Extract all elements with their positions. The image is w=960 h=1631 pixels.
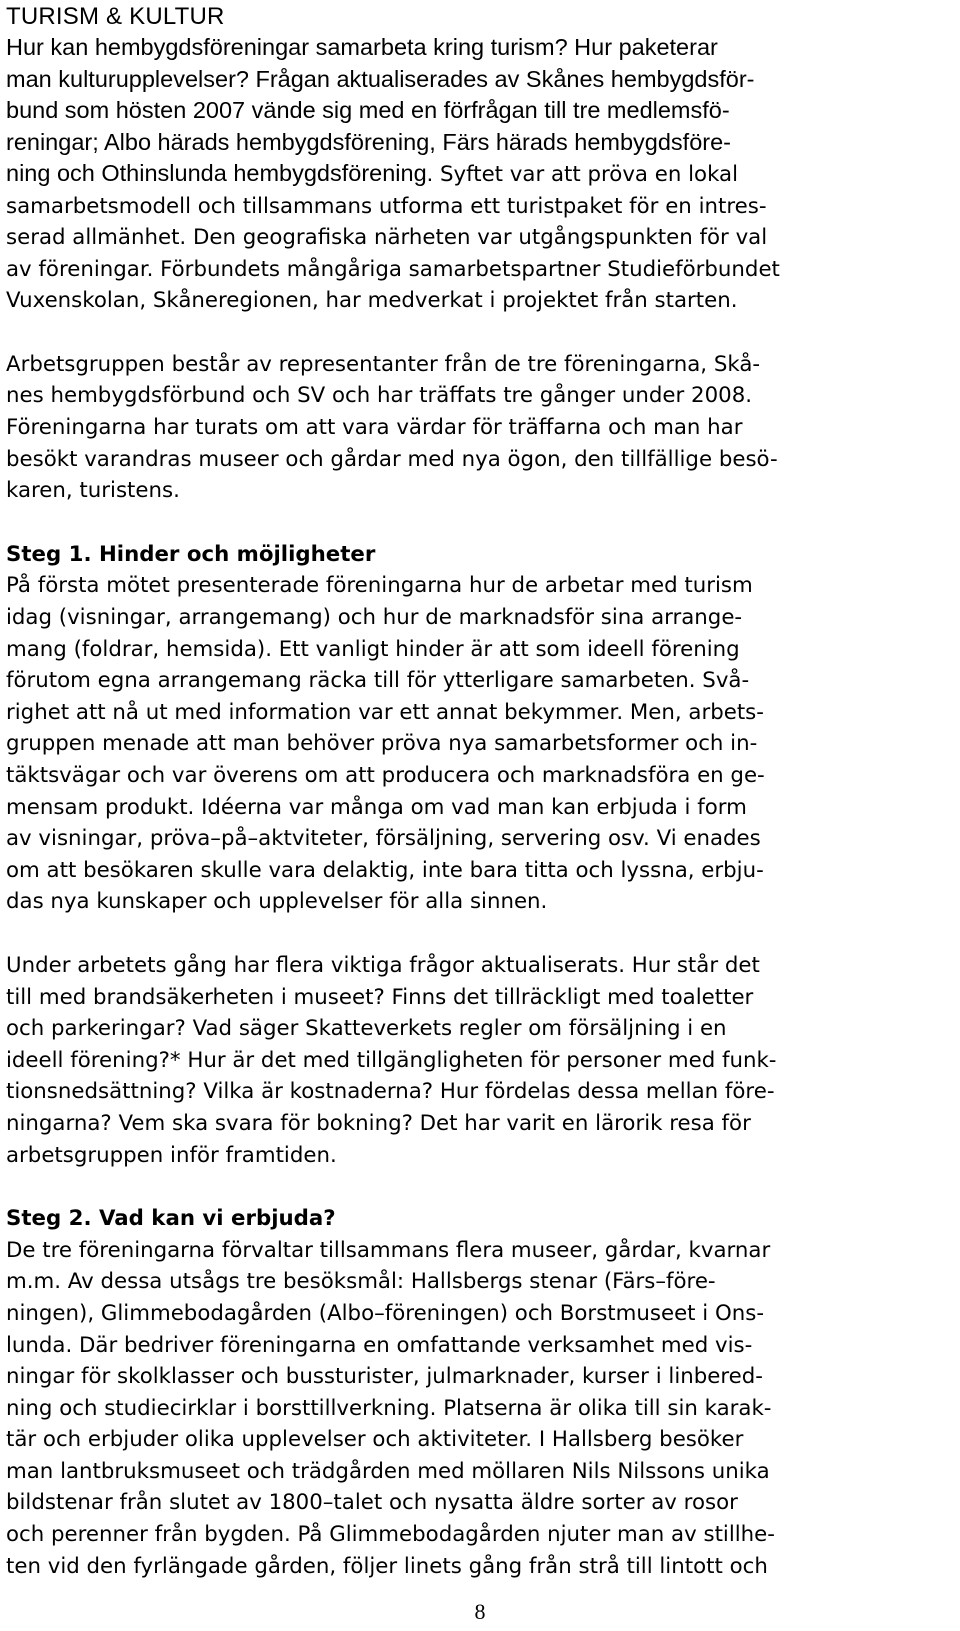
body-line: lunda. Där bedriver föreningarna en omfattande verksamhet med vis-	[6, 1332, 753, 1358]
intro-line-text: ning och Othinslunda hembygdsförening.	[6, 160, 434, 186]
paragraph-3	[6, 950, 954, 1171]
body-line: nes hembygdsförbund och SV och har träffats tre gånger under 2008.	[6, 383, 753, 409]
body-line: förutom egna arrangemang räcka till för ytterligare samarbeten. Svå-	[6, 668, 750, 694]
section-title: TURISM & KULTUR	[6, 3, 225, 30]
body-line: ningar för skolklasser och bussturister, julmarknader, kurser i linbered-	[6, 1364, 763, 1390]
body-line: På första mötet presenterade föreningarna hur de arbetar med turism	[6, 573, 753, 599]
paragraph-gap	[6, 507, 954, 539]
step-1-heading: Steg 1. Hinder och möjligheter	[6, 541, 376, 567]
body-line: mang (foldrar, hemsida). Ett vanligt hinder är att som ideell förening	[6, 636, 740, 662]
body-line: och parkeringar? Vad säger Skatteverkets regler om försäljning i en	[6, 1016, 727, 1042]
body-line: righet att nå ut med information var ett annat bekymmer. Men, arbets-	[6, 699, 764, 725]
body-line: om att besökaren skulle vara delaktig, inte bara titta och lyssna, erbju-	[6, 857, 764, 883]
body-line: das nya kunskaper och upplevelser för alla sinnen.	[6, 889, 548, 915]
step-1-paragraph	[6, 570, 954, 918]
body-line: tionsnedsättning? Vilka är kostnaderna? Hur fördelas dessa mellan före-	[6, 1079, 775, 1105]
document-page	[6, 0, 954, 1582]
body-line: Under arbetets gång har flera viktiga frågor aktualiserats. Hur står det	[6, 952, 760, 978]
intro-line: man kulturupplevelser? Frågan aktualiserades av Skånes hembygdsför-	[6, 65, 755, 92]
body-line: till med brandsäkerheten i museet? Finns det tillräckligt med toaletter	[6, 984, 754, 1010]
body-line: arbetsgruppen inför framtiden.	[6, 1142, 337, 1168]
body-line: m.m. Av dessa utsågs tre besöksmål: Hallsbergs stenar (Färs–före-	[6, 1269, 716, 1295]
body-line: täktsvägar och var överens om att producera och marknadsföra en ge-	[6, 763, 765, 788]
paragraph-1-continued	[6, 191, 954, 317]
body-line: ideell förening?* Hur är det med tillgängligheten för personer med funk-	[6, 1047, 777, 1073]
paragraph-gap	[6, 1171, 954, 1203]
body-line: och perenner från bygden. På Glimmebodagården njuter man av stillhe-	[6, 1522, 775, 1548]
body-line: av föreningar. Förbundets mångåriga samarbetspartner Studieförbundet	[6, 256, 780, 282]
body-line: tär och erbjuder olika upplevelser och aktiviteter. I Hallsberg besöker	[6, 1427, 744, 1453]
paragraph-2	[6, 349, 954, 507]
step-2-heading: Steg 2. Vad kan vi erbjuda?	[6, 1206, 336, 1232]
body-line: samarbetsmodell och tillsammans utforma ett turistpaket för en intres-	[6, 193, 767, 219]
body-line: ning och studiecirklar i borsttillverkning. Platserna är olika till sin karak-	[6, 1395, 772, 1421]
step-2-paragraph	[6, 1235, 954, 1583]
body-line: Vuxenskolan, Skåneregionen, har medverkat i projektet från starten.	[6, 288, 738, 314]
body-line: karen, turistens.	[6, 478, 180, 504]
intro-line: bund som hösten 2007 vände sig med en förfrågan till tre medlemsfö-	[6, 97, 730, 123]
paragraph-gap	[6, 918, 954, 950]
body-line: ningarna? Vem ska svara för bokning? Det har varit en lärorik resa för	[6, 1110, 751, 1136]
body-line: serad allmänhet. Den geografiska närheten var utgångspunkten för val	[6, 225, 768, 251]
body-line: Arbetsgruppen består av representanter från de tre föreningarna, Skå-	[6, 351, 761, 377]
intro-paragraph	[6, 32, 954, 191]
paragraph-gap	[6, 317, 954, 349]
body-line: ten vid den fyrlängade gården, följer linets gång från strå till lintott och	[6, 1553, 768, 1579]
intro-line: reningar; Albo härads hembygdsförening, Färs härads hembygdsföre-	[6, 128, 731, 155]
intro-line	[6, 158, 954, 191]
body-line: idag (visningar, arrangemang) och hur de marknadsför sina arrange-	[6, 605, 743, 631]
body-line: mensam produkt. Idéerna var många om vad man kan erbjuda i form	[6, 794, 747, 820]
body-line: gruppen menade att man behöver pröva nya samarbetsformer och in-	[6, 731, 758, 757]
page-number: 8	[474, 1599, 486, 1624]
body-line: besökt varandras museer och gårdar med nya ögon, den tillfällige besö-	[6, 446, 778, 472]
body-line: bildstenar från slutet av 1800–talet och nysatta äldre sorter av rosor	[6, 1490, 738, 1516]
body-line: man lantbruksmuseet och trädgården med möllaren Nils Nilssons unika	[6, 1458, 770, 1484]
intro-line: Hur kan hembygdsföreningar samarbeta kring turism? Hur paketerar	[6, 34, 718, 60]
body-line: av visningar, pröva–på–aktviteter, försäljning, servering osv. Vi enades	[6, 826, 761, 852]
body-line: Föreningarna har turats om att vara värdar för träffarna och man har	[6, 415, 743, 441]
body-line: De tre föreningarna förvaltar tillsammans flera museer, gårdar, kvarnar	[6, 1237, 771, 1263]
body-line: ningen), Glimmebodagården (Albo–föreningen) och Borstmuseet i Ons-	[6, 1300, 765, 1326]
intro-line-continuation: Syftet var att pröva en lokal	[433, 162, 738, 187]
